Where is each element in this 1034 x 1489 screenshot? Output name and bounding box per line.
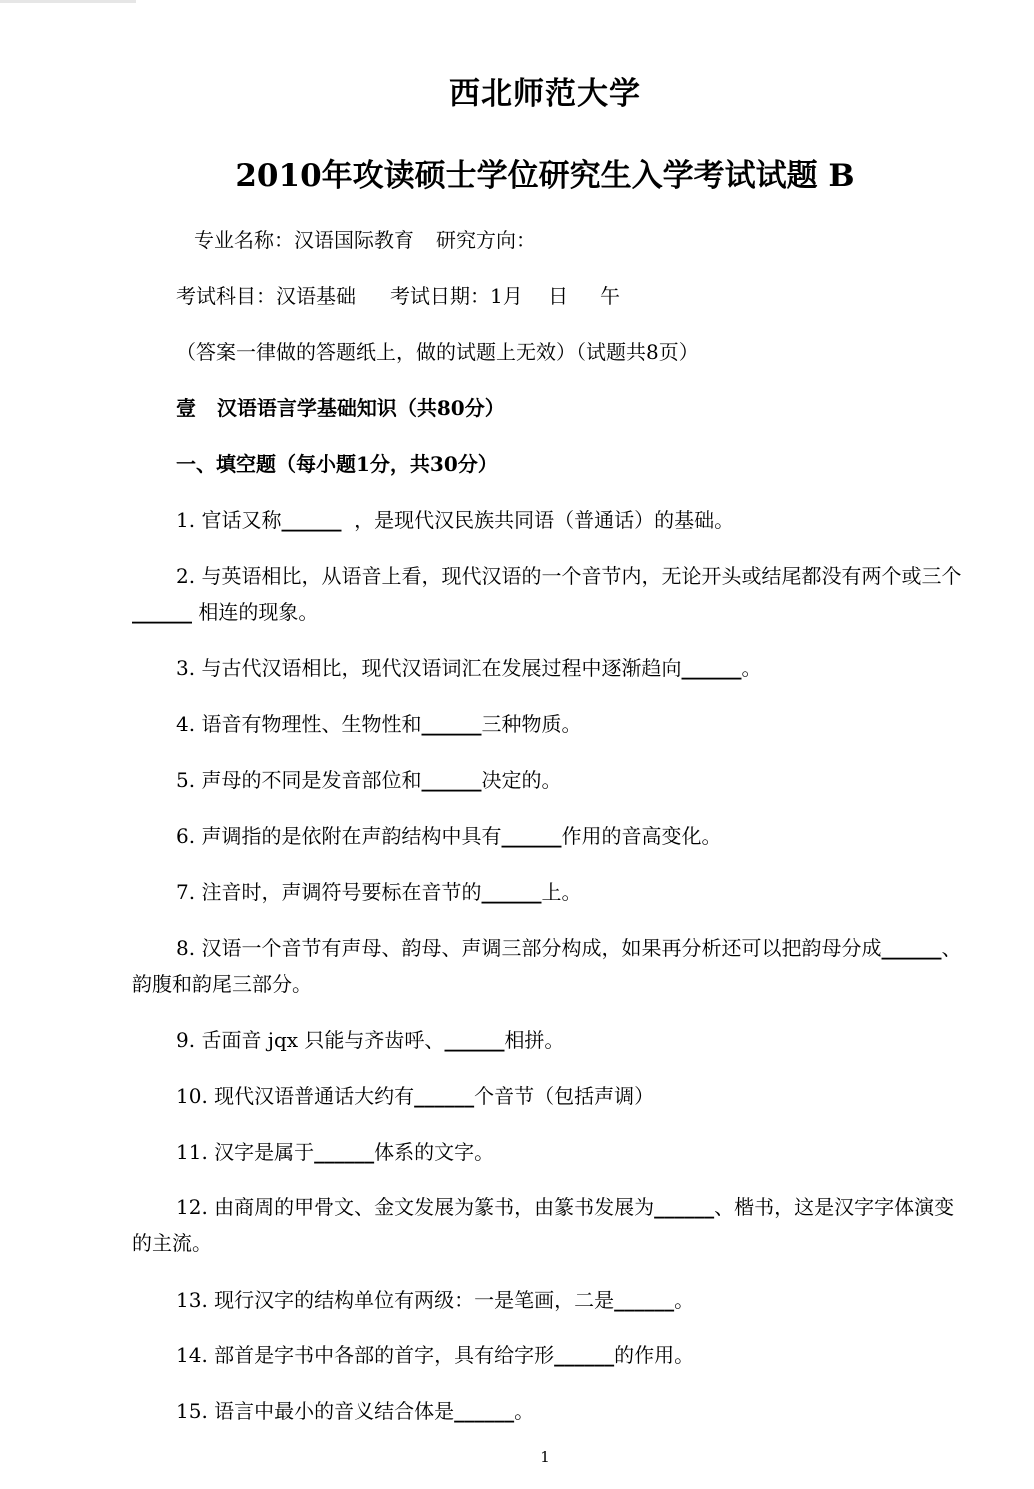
university-name: 西北师范大学 [449,76,641,112]
answer-blank: ______ [421,712,482,736]
exam-title: 2010年攻读硕士学位研究生入学考试试题 B [235,158,855,194]
answer-blank: ______ [444,1028,505,1052]
answer-blank: ______ [314,1140,375,1164]
question-item: 15. 语言中最小的音义结合体是______。 [176,1399,535,1423]
question-item: 9. 舌面音 jqx 只能与齐齿呼、______相拼。 [176,1028,565,1052]
question-item: 7. 注音时，声调符号要标在音节的______上。 [176,880,582,904]
answer-blank: ______ [501,824,562,848]
subject-info-line [176,278,620,314]
question-item: 10. 现代汉语普通话大约有______个音节（包括声调） [176,1084,655,1108]
question-item: 3. 与古代汉语相比，现代汉语词汇在发展过程中逐渐趋向______。 [176,656,762,680]
question-item: 5. 声母的不同是发音部位和______决定的。 [176,768,562,792]
subject-value: 汉语基础 [276,284,356,308]
date-value: 1月 日 午 [490,284,620,308]
exam-note: （答案一律做的答题纸上，做的试题上无效）（试题共8页） [176,340,699,364]
question-item: 4. 语音有物理性、生物性和______三种物质。 [176,712,582,736]
part-heading: 壹 汉语语言学基础知识（共80分） [176,396,505,420]
question-item: 2. 与英语相比，从语音上看，现代汉语的一个音节内，无论开头或结尾都没有两个或三个______ 相连的现象。 [132,564,962,624]
question-item: 11. 汉字是属于______体系的文字。 [176,1140,495,1164]
major-value: 汉语国际教育 [294,228,414,252]
scan-edge-mark [0,0,136,3]
answer-blank: ______ [614,1288,675,1312]
answer-blank: ______ [654,1195,715,1219]
answer-blank: ______ [132,600,192,624]
answer-blank: ______ [881,936,942,960]
question-item: 6. 声调指的是依附在声韵结构中具有______作用的音高变化。 [176,824,722,848]
major-label: 专业名称： [194,228,294,252]
answer-blank: ______ [421,768,482,792]
direction-label: 研究方向： [436,228,536,252]
question-item: 13. 现行汉字的结构单位有两级：一是笔画，二是______。 [176,1288,695,1312]
page-number: 1 [540,1448,550,1466]
subsection-heading: 一、填空题（每小题1分，共30分） [176,452,498,476]
question-item: 12. 由商周的甲骨文、金文发展为篆书，由篆书发展为______、楷书，这是汉字字体演变的主流。 [132,1195,955,1255]
question-item: 8. 汉语一个音节有声母、韵母、声调三部分构成，如果再分析还可以把韵母分成______、韵腹和韵尾三部分。 [132,936,962,996]
answer-blank: ______ [681,656,742,680]
major-info-line [194,222,536,258]
answer-blank: ______ [414,1084,475,1108]
date-label: 考试日期： [390,284,490,308]
subject-label: 考试科目： [176,284,276,308]
question-item: 14. 部首是字书中各部的首字，具有给字形______的作用。 [176,1343,695,1367]
question-item: 1. 官话又称______ ，是现代汉民族共同语（普通话）的基础。 [176,508,735,532]
answer-blank: ______ [454,1399,515,1423]
answer-blank: ______ [554,1343,615,1367]
answer-blank: ______ [481,880,542,904]
answer-blank: ______ [281,508,342,532]
